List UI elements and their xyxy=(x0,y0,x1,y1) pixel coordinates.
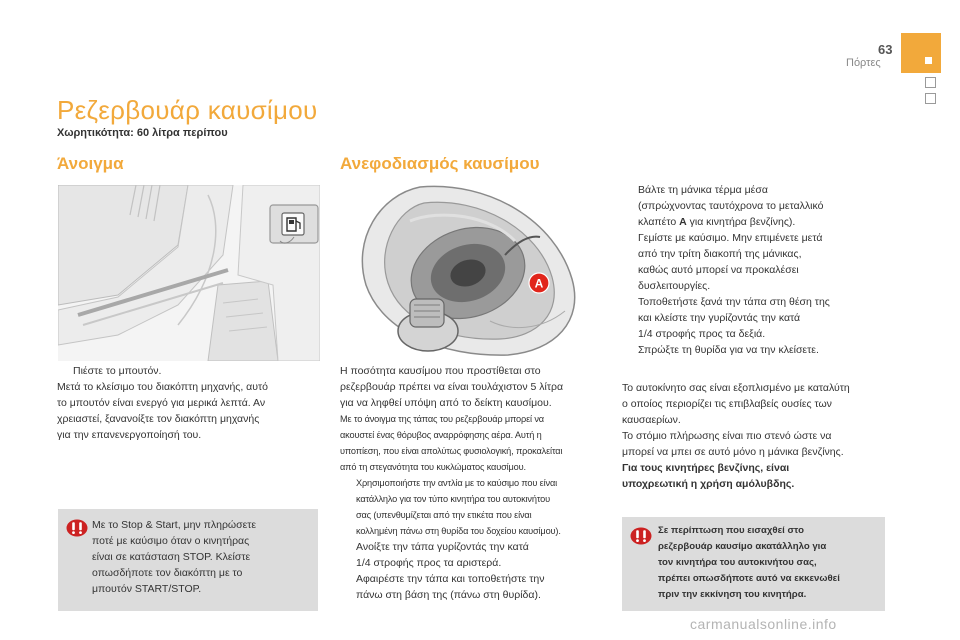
fill-line-1: Γεμίστε με καύσιμο. Μην επιμένετε μετά xyxy=(638,232,823,244)
intro-line-3: για να ληφθεί υπόψη από το δείκτη καυσίμου. xyxy=(340,397,552,409)
close-flap-bullet xyxy=(622,342,884,358)
pump-bullet xyxy=(340,475,588,539)
stop-start-warning-text xyxy=(92,517,312,597)
opening-line-1: Μετά το κλείσιμο του διακόπτη μηχανής, αυτό xyxy=(57,381,268,393)
insert-nozzle-bullet xyxy=(622,182,884,230)
opening-bullet xyxy=(57,363,319,379)
open-cap-line-1: Ανοίξτε την τάπα γυρίζοντάς την κατά xyxy=(356,541,529,553)
replace-line-3: 1/4 στροφής προς τα δεξιά. xyxy=(638,328,766,340)
intro-small-line-1: Με το άνοιγμα της τάπας του ρεζερβουάρ μπορεί να xyxy=(340,414,544,424)
fill-line-4: δυσλειτουργίες. xyxy=(638,280,711,292)
replace-line-2: και κλείστε την γυρίζοντάς την κατά xyxy=(638,312,801,324)
catalyst-line-2: ο οποίος περιορίζει τις επιβλαβείς ουσίες των xyxy=(622,398,832,410)
open-cap-line-2: 1/4 στροφής προς τα αριστερά. xyxy=(356,557,502,569)
warning-line-3: είναι σε κατάσταση STOP. Κλείστε xyxy=(92,551,251,563)
close-flap-line: Σπρώξτε τη θυρίδα για να την κλείσετε. xyxy=(638,344,819,356)
opening-line-3: χρειαστεί, ξανανοίξτε τον διακόπτη μηχανής xyxy=(57,413,260,425)
warning-line-5: μπουτόν START/STOP. xyxy=(92,583,202,595)
fuel-flap-button-illustration xyxy=(58,185,320,361)
warning-line-2: ποτέ με καύσιμο όταν ο κινητήρας xyxy=(92,535,250,547)
chapter-box-1 xyxy=(925,77,936,88)
intro-small-line-2: ακουστεί ένας θόρυβος αναρρόφησης αέρα. Αυτή η xyxy=(340,430,542,440)
opening-bullet-text: Πιέστε το μπουτόν. xyxy=(73,365,162,377)
intro-small-line-3: υποπίεση, που είναι απολύτως φυσιολογική, προκαλείται xyxy=(340,446,563,456)
opening-line-4: για την επανενεργοποίησή του. xyxy=(57,429,202,441)
page-title: Ρεζερβουάρ καυσίμου xyxy=(57,95,318,125)
catalyst-line-5: μπορεί να μπει σε αυτό μόνο η μάνικα βενζίνης. xyxy=(622,446,844,458)
warning-icon xyxy=(66,519,88,537)
remove-cap-line-1: Αφαιρέστε την τάπα και τοποθετήστε την xyxy=(356,573,545,585)
section-name: Πόρτες xyxy=(846,57,881,69)
fill-bullet xyxy=(622,230,884,294)
misfuel-line-2: ρεζερβουάρ καυσίμο ακατάλληλο για xyxy=(658,541,827,552)
replace-line-1: Τοποθετήστε ξανά την τάπα στη θέση της xyxy=(638,296,830,308)
capacity-note: Χωρητικότητα: 60 λίτρα περίπου xyxy=(57,127,228,139)
insert-line-3 xyxy=(638,214,884,230)
refuel-heading: Ανεφοδιασμός καυσίμου xyxy=(340,154,540,173)
opening-heading: Άνοιγμα xyxy=(57,154,124,173)
fill-line-3: καθώς αυτό μπορεί να προκαλέσει xyxy=(638,264,799,276)
remove-cap-bullet xyxy=(340,571,588,603)
warning-icon xyxy=(630,527,652,545)
chapter-tab xyxy=(901,33,941,73)
misfuel-warning xyxy=(622,517,885,611)
insert-line-2: (σπρώχνοντας ταυτόχρονα το μεταλλικό xyxy=(638,200,824,212)
misfuel-warning-text xyxy=(658,523,880,603)
intro-line-1: Η ποσότητα καυσίμου που προστίθεται στο xyxy=(340,365,541,377)
unleaded-line-2: υποχρεωτική η χρήση αμόλυβδης. xyxy=(622,478,795,490)
intro-line-2: ρεζερβουάρ πρέπει να είναι τουλάχιστον 5 λίτρα xyxy=(340,381,564,393)
watermark: carmanualsonline.info xyxy=(690,616,837,632)
insert-line-3-pre: κλαπέτο xyxy=(638,216,680,228)
warning-line-1: Με το Stop & Start, μην πληρώσετε xyxy=(92,519,257,531)
chapter-tab-marker xyxy=(925,57,932,64)
misfuel-line-4: πρέπει οπωσδήποτε αυτό να εκκενωθεί xyxy=(658,573,840,584)
pump-line-4: κολλημένη πάνω στη θυρίδα του δοχείου καυσίμου). xyxy=(356,526,561,536)
chapter-box-2 xyxy=(925,93,936,104)
catalyst-note xyxy=(622,380,884,492)
intro-small-line-4: από τη στεγανότητα του κυκλώματος καυσίμου. xyxy=(340,462,526,472)
misfuel-line-1: Σε περίπτωση που εισαχθεί στο xyxy=(658,525,804,536)
replace-cap-bullet xyxy=(622,294,884,342)
catalyst-line-3: καυσαερίων. xyxy=(622,414,681,426)
misfuel-line-3: τον κινητήρα του αυτοκινήτου σας, xyxy=(658,557,817,568)
insert-line-3-post: για κινητήρα βενζίνης). xyxy=(686,216,796,228)
open-cap-bullet xyxy=(340,539,588,571)
refuel-steps xyxy=(622,182,884,358)
catalyst-line-1: Το αυτοκίνητο σας είναι εξοπλισμένο με καταλύτη xyxy=(622,382,850,394)
opening-line-2: το μπουτόν είναι ενεργό για μερικά λεπτά. Αν xyxy=(57,397,266,409)
unleaded-line-1: Για τους κινητήρες βενζίνης, είναι xyxy=(622,462,790,474)
pump-line-1: Χρησιμοποιήστε την αντλία με το καύσιμο που είναι xyxy=(356,478,558,488)
remove-cap-line-2: πάνω στη βάση της (πάνω στη θυρίδα). xyxy=(356,589,541,601)
fill-line-2: από την τρίτη διακοπή της μάνικας, xyxy=(638,248,802,260)
insert-line-1: Βάλτε τη μάνικα τέρμα μέσα xyxy=(638,184,768,196)
stop-start-warning xyxy=(58,509,318,611)
misfuel-line-5: πριν την εκκίνηση του κινητήρα. xyxy=(658,589,807,600)
warning-line-4: οπωσδήποτε τον διακόπτη με το xyxy=(92,567,243,579)
catalyst-line-4: Το στόμιο πλήρωσης είναι πιο στενό ώστε να xyxy=(622,430,832,442)
pump-line-3: σας (υπενθυμίζεται από την ετικέτα που είναι xyxy=(356,510,532,520)
pump-line-2: κατάλληλο για τον τύπο κινητήρα του αυτοκινήτου xyxy=(356,494,551,504)
insert-line-3-label-a: A xyxy=(679,216,687,228)
callout-a: A xyxy=(534,276,544,291)
page-number: 63 xyxy=(878,42,893,57)
opening-text xyxy=(57,363,319,443)
refuel-text xyxy=(340,363,588,603)
fuel-filler-illustration xyxy=(340,181,586,357)
